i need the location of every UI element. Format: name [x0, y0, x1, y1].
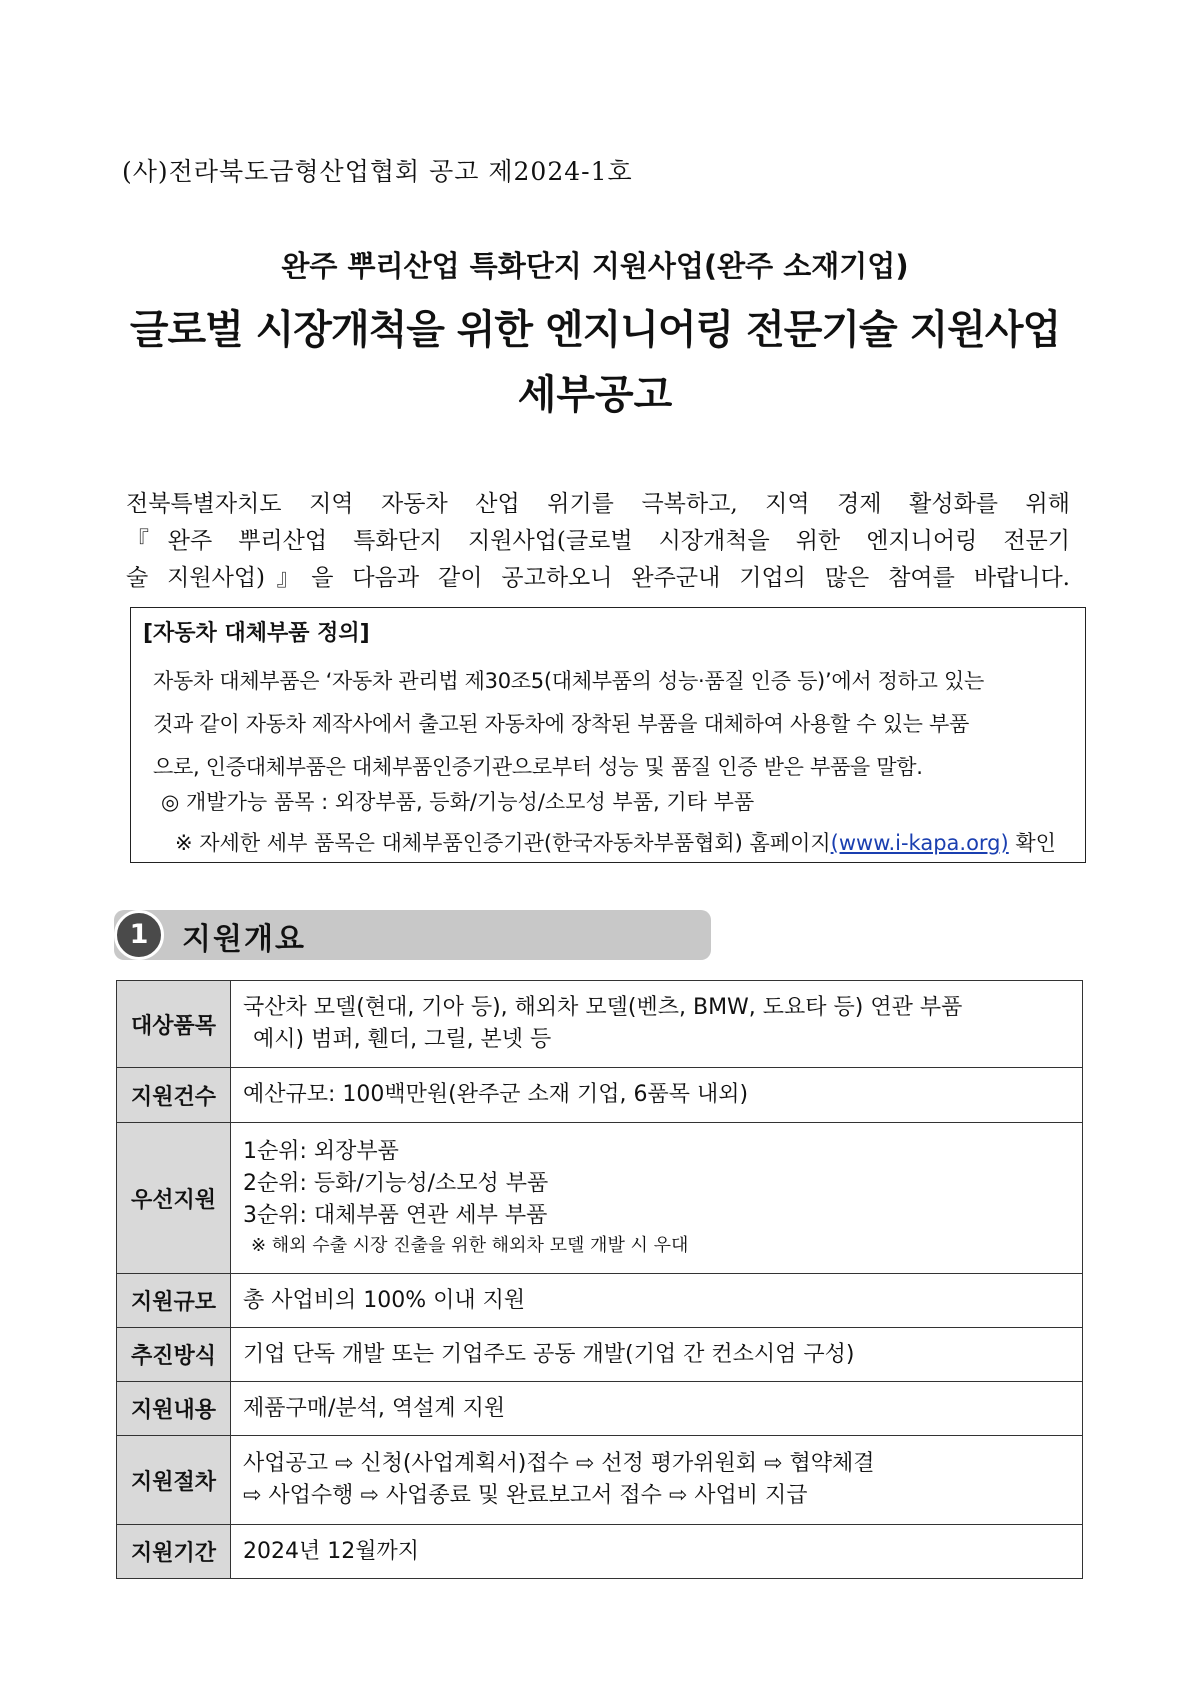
subtitle: 완주 뿌리산업 특화단지 지원사업(완주 소재기업)	[281, 249, 909, 283]
priority-item: 2순위: 등화/기능성/소모성 부품	[243, 1171, 549, 1196]
row-label: 지원규모	[117, 1274, 231, 1328]
details-note-text: ※ 자세한 세부 품목은 대체부품인증기관(한국자동차부품협회) 홈페이지	[175, 831, 831, 855]
details-note	[175, 827, 1056, 857]
row-value	[231, 1123, 1083, 1274]
procedure-line: 사업공고 ⇨ 신청(사업계획서)접수 ⇨ 선정 평가위원회 ⇨ 협약체결	[243, 1451, 875, 1476]
intro-paragraph	[126, 486, 1070, 597]
definition-line: 으로, 인증대체부품은 대체부품인증기관으로부터 성능 및 품질 인증 받은 부품을 말함.	[153, 755, 923, 779]
notice-number: (사)전라북도금형산업협회 공고 제2024-1호	[122, 157, 633, 186]
priority-note: ※ 해외 수출 시장 진출을 위한 해외차 모델 개발 시 우대	[251, 1235, 689, 1256]
row-value: 예산규모: 100백만원(완주군 소재 기업, 6품목 내외)	[231, 1068, 1083, 1123]
row-label: 우선지원	[117, 1123, 231, 1274]
row-label: 대상품목	[117, 981, 231, 1068]
priority-item: 3순위: 대체부품 연관 세부 부품	[243, 1203, 548, 1228]
table-row	[117, 1274, 1083, 1328]
developable-items: ◎ 개발가능 품목 : 외장부품, 등화/기능성/소모성 부품, 기타 부품	[161, 790, 755, 814]
definition-box	[130, 607, 1086, 863]
table-row	[117, 1525, 1083, 1579]
table-row	[117, 1382, 1083, 1436]
row-label: 지원내용	[117, 1382, 231, 1436]
table-row	[117, 1068, 1083, 1123]
row-value	[231, 1436, 1083, 1525]
intro-line: 전북특별자치도 지역 자동차 산업 위기를 극복하고, 지역 경제 활성화를 위해	[126, 491, 1070, 517]
row-value: 총 사업비의 100% 이내 지원	[231, 1274, 1083, 1328]
row-value	[231, 981, 1083, 1068]
target-example: 예시) 범퍼, 휀더, 그릴, 본넷 등	[253, 1027, 552, 1052]
definition-line: 자동차 대체부품은 ‘자동차 관리법 제30조5(대체부품의 성능·품질 인증 등)’에서 정하고 있는	[153, 669, 984, 693]
table-row	[117, 1123, 1083, 1274]
row-value: 2024년 12월까지	[231, 1525, 1083, 1579]
target-line: 국산차 모델(현대, 기아 등), 해외차 모델(벤츠, BMW, 도요타 등) 연관 부품	[243, 995, 963, 1020]
intro-line: 술 지원사업)』을 다음과 같이 공고하오니 완주군내 기업의 많은 참여를 바랍니다.	[126, 565, 1070, 591]
page-title-suffix: 세부공고	[517, 372, 673, 418]
row-label: 지원절차	[117, 1436, 231, 1525]
definition-body	[153, 660, 1071, 789]
row-value: 기업 단독 개발 또는 기업주도 공동 개발(기업 간 컨소시엄 구성)	[231, 1328, 1083, 1382]
section-title: 지원개요	[182, 922, 306, 957]
overview-table	[116, 980, 1083, 1579]
priority-item: 1순위: 외장부품	[243, 1139, 399, 1164]
table-row	[117, 1436, 1083, 1525]
row-value: 제품구매/분석, 역설계 지원	[231, 1382, 1083, 1436]
row-label: 지원기간	[117, 1525, 231, 1579]
kapa-homepage-link[interactable]: (www.i-kapa.org)	[830, 831, 1009, 855]
row-label: 추진방식	[117, 1328, 231, 1382]
page-title: 글로벌 시장개척을 위한 엔지니어링 전문기술 지원사업	[129, 307, 1061, 353]
details-note-suffix: 확인	[1008, 831, 1056, 855]
definition-line: 것과 같이 자동차 제작사에서 출고된 자동차에 장착된 부품을 대체하여 사용할 수 있는 부품	[153, 712, 969, 736]
table-row	[117, 1328, 1083, 1382]
definition-title: [자동차 대체부품 정의]	[143, 621, 370, 646]
section-number-badge: 1	[114, 910, 164, 960]
procedure-line: ⇨ 사업수행 ⇨ 사업종료 및 완료보고서 접수 ⇨ 사업비 지급	[243, 1483, 808, 1508]
row-label: 지원건수	[117, 1068, 231, 1123]
intro-line: 『완주 뿌리산업 특화단지 지원사업(글로벌 시장개척을 위한 엔지니어링 전문기	[126, 528, 1070, 554]
table-row	[117, 981, 1083, 1068]
